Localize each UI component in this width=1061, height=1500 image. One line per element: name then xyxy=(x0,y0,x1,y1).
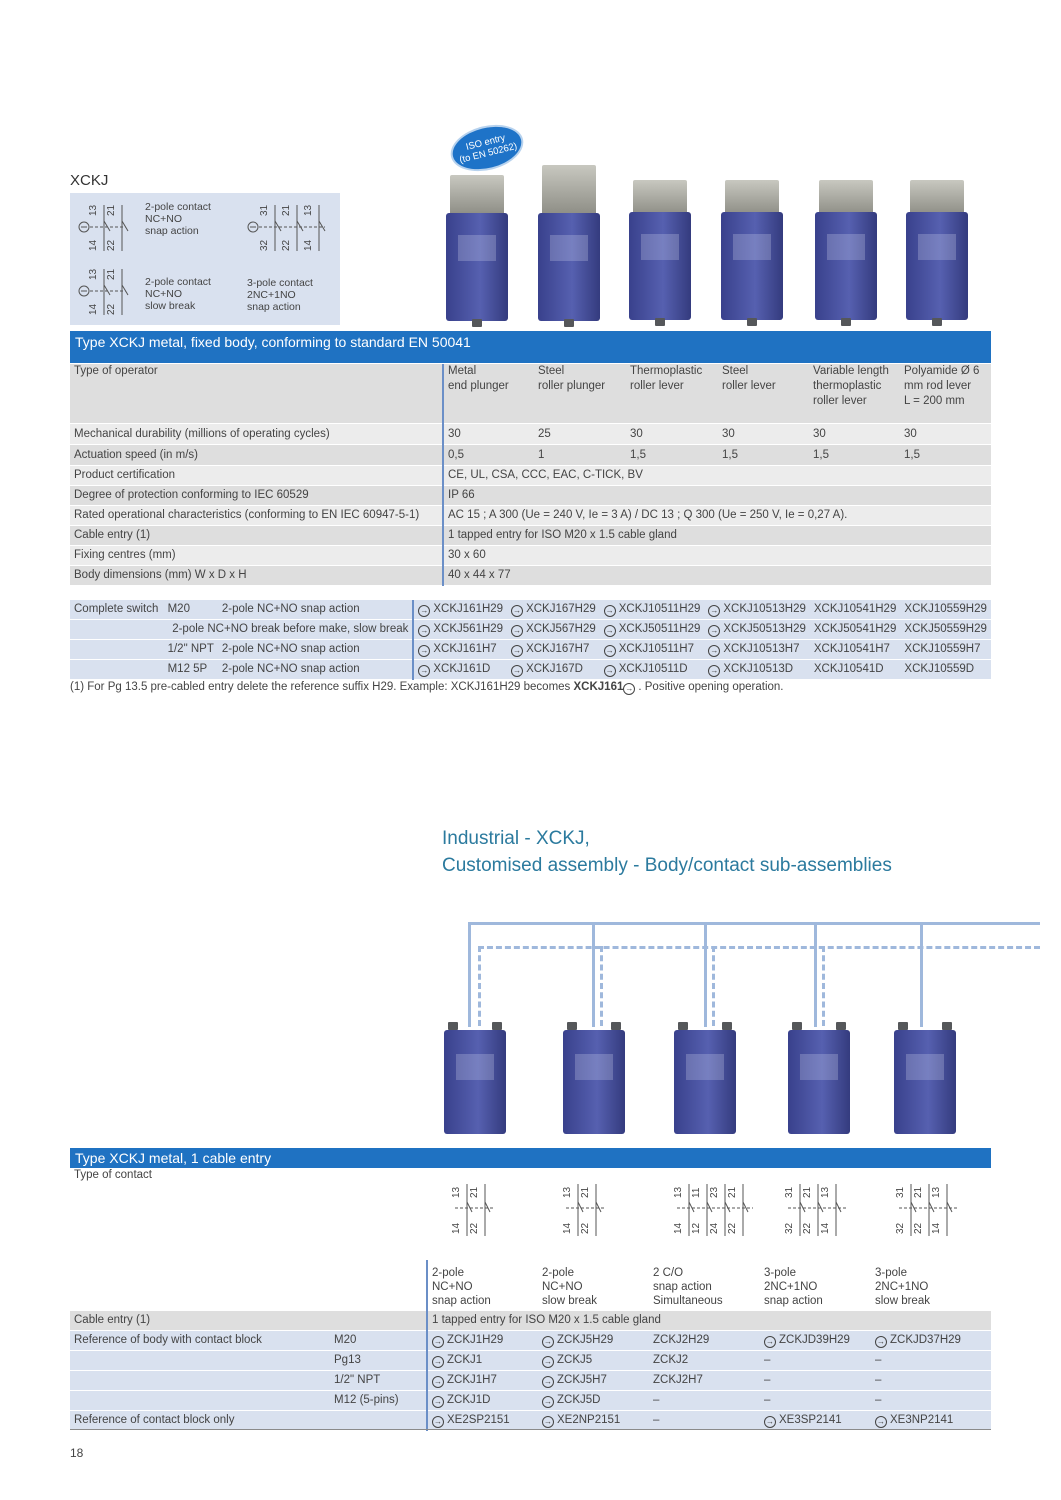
terminal-label: 13 xyxy=(673,1186,684,1198)
speed-4: 1,5 xyxy=(718,444,809,465)
heading-line-2: Customised assembly - Body/contact sub-assemblies xyxy=(442,855,892,876)
contact-symbol xyxy=(441,1180,497,1240)
svg-text:21: 21 xyxy=(106,204,117,216)
fixing-value: 30 x 60 xyxy=(443,545,991,565)
complete-switch-ref xyxy=(704,660,809,680)
positive-opening-icon: → xyxy=(766,1337,774,1346)
reference-code: XCKJ167H29 xyxy=(526,603,596,615)
durability-2: 25 xyxy=(534,423,626,444)
section-heading xyxy=(442,825,892,879)
complete-switch-ref xyxy=(704,600,809,620)
complete-switch-ref xyxy=(507,600,600,620)
positive-opening-icon: → xyxy=(513,626,522,635)
terminal-label: 31 xyxy=(784,1186,795,1198)
complete-switch-ref xyxy=(810,600,901,620)
reference-code: – xyxy=(653,1394,660,1406)
body-ref xyxy=(871,1331,991,1351)
complete-switch-ref xyxy=(900,640,991,660)
entry-type: 1/2" NPT xyxy=(330,1371,427,1391)
body-ref xyxy=(427,1331,538,1351)
complete-switch-label: Complete switch xyxy=(70,600,164,620)
positive-opening-icon: → xyxy=(420,626,429,635)
body-zckj5 xyxy=(563,1022,625,1138)
body-zckj2 xyxy=(674,1022,736,1138)
row-label-rated: Rated operational characteristics (conforming to EN IEC 60947-5-1) xyxy=(70,505,443,525)
complete-switch-ref xyxy=(600,660,705,680)
row-label-ref-block: Reference of contact block only xyxy=(70,1411,427,1431)
durability-5: 30 xyxy=(809,423,900,444)
section1-reference-table xyxy=(70,600,991,680)
complete-switch-ref xyxy=(600,640,705,660)
product-metal-end-plunger xyxy=(446,175,508,327)
contact-description: 2-pole NC+NO snap action xyxy=(218,660,414,680)
reference-code: ZCKJ1D xyxy=(447,1394,491,1406)
terminal-label: 13 xyxy=(931,1186,942,1198)
row-label-ref-body xyxy=(70,1371,330,1391)
iso-entry-badge-text: ISO entry (to EN 50262) xyxy=(458,132,519,166)
row-label-fixing: Fixing centres (mm) xyxy=(70,545,443,565)
terminal-label: 22 xyxy=(727,1222,738,1234)
reference-code: XCKJ10513D xyxy=(723,663,794,675)
body-reference-row xyxy=(70,1371,991,1391)
body-ref xyxy=(427,1391,538,1411)
body-reference-row xyxy=(70,1331,991,1351)
contact-description: 2-pole NC+NO break before make, slow break xyxy=(164,620,414,640)
body-zckjd39 xyxy=(788,1022,850,1138)
entry-type: M20 xyxy=(330,1331,427,1351)
contact-description: 2-pole NC+NO snap action xyxy=(218,640,414,660)
operator-6: Polyamide Ø 6 mm rod lever L = 200 mm xyxy=(900,364,991,423)
contact-block-ref xyxy=(871,1411,991,1431)
series-label: XCKJ xyxy=(70,172,109,189)
contact-symbol-cell xyxy=(871,1168,991,1260)
row-label-ref-body xyxy=(70,1391,330,1411)
complete-switch-ref xyxy=(810,640,901,660)
speed-6: 1,5 xyxy=(900,444,991,465)
terminal-label: 14 xyxy=(673,1222,684,1234)
body-ref xyxy=(871,1371,991,1391)
body-value: 40 x 44 x 77 xyxy=(443,565,991,585)
cable-entry-row xyxy=(70,1311,991,1331)
entry-type: M20 xyxy=(164,600,218,620)
row-label-cert: Product certification xyxy=(70,465,443,485)
svg-text:14: 14 xyxy=(303,239,314,251)
svg-text:13: 13 xyxy=(303,204,314,216)
protection-value: IP 66 xyxy=(443,485,991,505)
reference-code: XCKJ567H29 xyxy=(526,623,596,635)
body-ref xyxy=(538,1351,649,1371)
footnote-po: . Positive opening operation. xyxy=(638,681,784,693)
operator-4: Steel roller lever xyxy=(718,364,809,423)
body-ref xyxy=(427,1351,538,1371)
positive-opening-icon: → xyxy=(605,666,614,675)
complete-switch-row xyxy=(70,640,991,660)
positive-opening-icon: → xyxy=(710,646,719,655)
reference-code: XCKJ10541H7 xyxy=(813,643,890,655)
svg-text:22: 22 xyxy=(106,239,117,251)
complete-switch-ref xyxy=(810,660,901,680)
reference-code: ZCKJ5D xyxy=(557,1394,601,1406)
contact-description: 3-pole 2NC+1NO slow break xyxy=(875,1267,930,1307)
terminal-label: 21 xyxy=(469,1186,480,1198)
reference-code: ZCKJ5H29 xyxy=(557,1334,614,1346)
contact-symbol-cell xyxy=(538,1168,649,1260)
row-label-ref-body: Reference of body with contact block xyxy=(70,1331,330,1351)
speed-2: 1 xyxy=(534,444,626,465)
reference-code: XCKJ10511H7 xyxy=(618,643,694,655)
terminal-label: 13 xyxy=(820,1186,831,1198)
positive-opening-icon: → xyxy=(766,1417,774,1426)
cable-value: 1 tapped entry for ISO M20 x 1.5 cable gland xyxy=(427,1311,991,1331)
complete-switch-ref xyxy=(413,660,507,680)
footnote-example: XCKJ161 xyxy=(573,681,624,693)
terminal-label: 31 xyxy=(895,1186,906,1198)
positive-opening-icon: → xyxy=(877,1417,885,1426)
body-ref xyxy=(871,1351,991,1371)
reference-code: XCKJ10511D xyxy=(618,663,688,675)
section2-table xyxy=(70,1168,991,1431)
contact-block-row xyxy=(70,1411,991,1431)
terminal-label: 22 xyxy=(469,1222,480,1234)
complete-switch-label xyxy=(70,640,164,660)
complete-switch-ref xyxy=(704,640,809,660)
svg-text:14: 14 xyxy=(88,303,99,315)
body-ref xyxy=(649,1331,760,1351)
reference-code: – xyxy=(875,1354,882,1366)
reference-code: ZCKJ1 xyxy=(447,1354,483,1366)
reference-code: ZCKJ2H29 xyxy=(653,1334,710,1346)
product-polyamide-rod-lever xyxy=(906,180,968,327)
complete-switch-ref xyxy=(900,620,991,640)
complete-switch-ref xyxy=(507,640,600,660)
body-ref xyxy=(871,1391,991,1411)
positive-opening-icon: → xyxy=(605,646,614,655)
contact-symbol xyxy=(774,1180,848,1240)
contact-symbol-cell xyxy=(649,1168,760,1260)
terminal-label: 21 xyxy=(727,1186,738,1198)
body-ref xyxy=(538,1391,649,1411)
row-label-protection: Degree of protection conforming to IEC 60529 xyxy=(70,485,443,505)
svg-text:14: 14 xyxy=(88,239,99,251)
body-ref xyxy=(760,1351,871,1371)
reference-code: XE3SP2141 xyxy=(779,1414,842,1426)
row-label-ref-body xyxy=(70,1351,330,1371)
complete-switch-ref xyxy=(900,600,991,620)
contact-block-ref xyxy=(538,1411,649,1431)
complete-switch-ref xyxy=(413,620,507,640)
terminal-label: 14 xyxy=(931,1222,942,1234)
reference-code: XCKJ10513H29 xyxy=(723,603,806,615)
body-zckj1 xyxy=(444,1022,506,1138)
reference-code: XE2NP2151 xyxy=(557,1414,621,1426)
reference-code: XCKJ161D xyxy=(433,663,491,675)
page-number: 18 xyxy=(70,1446,84,1460)
positive-opening-icon: → xyxy=(625,684,634,693)
contact-block-ref xyxy=(427,1411,538,1431)
reference-code: ZCKJD37H29 xyxy=(890,1334,961,1346)
positive-opening-icon: → xyxy=(710,666,719,675)
contact-symbol-3pole-snap xyxy=(245,201,330,256)
cert-value: CE, UL, CSA, CCC, EAC, C-TICK, BV xyxy=(443,465,991,485)
terminal-label: 22 xyxy=(580,1222,591,1234)
terminal-label: 14 xyxy=(451,1222,462,1234)
terminal-label: 13 xyxy=(451,1186,462,1198)
reference-code: XCKJ50513H29 xyxy=(723,623,806,635)
reference-code: XE2SP2151 xyxy=(447,1414,510,1426)
row-label-speed: Actuation speed (in m/s) xyxy=(70,444,443,465)
row-label-body: Body dimensions (mm) W x D x H xyxy=(70,565,443,585)
positive-opening-icon: → xyxy=(420,666,429,675)
contact-block-ref xyxy=(649,1411,760,1431)
section1-title: Type XCKJ metal, fixed body, conforming to standard EN 50041 xyxy=(70,331,991,363)
contact-description: 2 C/O snap action Simultaneous xyxy=(653,1267,723,1307)
terminal-label: 32 xyxy=(784,1222,795,1234)
svg-text:21: 21 xyxy=(106,268,117,280)
reference-code: XCKJ10559H7 xyxy=(904,643,981,655)
operator-3: Thermoplastic roller lever xyxy=(626,364,718,423)
symbol-label-1: 2-pole contact NC+NO snap action xyxy=(145,201,211,237)
reference-code: XCKJ10559H29 xyxy=(904,603,987,615)
reference-code: – xyxy=(764,1394,771,1406)
footer-rule xyxy=(70,1429,991,1430)
complete-switch-row xyxy=(70,600,991,620)
complete-switch-label xyxy=(70,620,164,640)
body-ref xyxy=(538,1371,649,1391)
positive-opening-icon: → xyxy=(513,646,522,655)
positive-opening-icon: → xyxy=(434,1397,442,1406)
row-label-cable: Cable entry (1) xyxy=(70,525,443,545)
product-steel-roller-plunger xyxy=(538,165,600,327)
reference-code: XCKJ167H7 xyxy=(526,643,590,655)
svg-text:22: 22 xyxy=(106,303,117,315)
entry-type: M12 5P xyxy=(164,660,218,680)
contact-symbol-row xyxy=(70,1168,991,1260)
reference-code: – xyxy=(764,1374,771,1386)
reference-code: XCKJ50541H29 xyxy=(813,623,897,635)
positive-opening-icon: → xyxy=(513,606,522,615)
reference-code: XE3NP2141 xyxy=(890,1414,954,1426)
positive-opening-icon: → xyxy=(544,1337,552,1346)
reference-code: XCKJ561H29 xyxy=(433,623,504,635)
terminal-label: 11 xyxy=(691,1187,702,1198)
durability-3: 30 xyxy=(626,423,718,444)
complete-switch-ref xyxy=(413,640,507,660)
body-ref xyxy=(760,1331,871,1351)
reference-code: – xyxy=(653,1414,660,1426)
svg-text:13: 13 xyxy=(88,268,99,280)
complete-switch-ref xyxy=(704,620,809,640)
complete-switch-label xyxy=(70,660,164,680)
durability-1: 30 xyxy=(443,423,534,444)
terminal-label: 21 xyxy=(802,1186,813,1198)
terminal-label: 12 xyxy=(691,1222,702,1234)
entry-type: Pg13 xyxy=(330,1351,427,1371)
complete-switch-row xyxy=(70,620,991,640)
operator-1: Metal end plunger xyxy=(443,364,534,423)
reference-code: XCKJ161H7 xyxy=(433,643,497,655)
reference-code: XCKJ161H29 xyxy=(433,603,504,615)
speed-3: 1,5 xyxy=(626,444,718,465)
terminal-label: 21 xyxy=(580,1186,591,1198)
body-reference-row xyxy=(70,1351,991,1371)
terminal-label: 24 xyxy=(709,1222,720,1234)
terminal-label: 22 xyxy=(802,1222,813,1234)
rated-value: AC 15 ; A 300 (Ue = 240 V, Ie = 3 A) / DC 13 ; Q 300 (Ue = 250 V, Ie = 0,27 A). xyxy=(443,505,991,525)
section2-title: Type XCKJ metal, 1 cable entry xyxy=(70,1148,991,1168)
complete-switch-ref xyxy=(507,620,600,640)
product-variable-length-roller-lever xyxy=(815,140,877,327)
complete-switch-ref xyxy=(413,600,507,620)
body-ref xyxy=(649,1391,760,1411)
positive-opening-icon: → xyxy=(434,1417,442,1426)
reference-code: – xyxy=(875,1394,882,1406)
reference-code: XCKJ50559H29 xyxy=(904,623,987,635)
positive-opening-icon: → xyxy=(513,666,522,675)
contact-symbol-2pole-snap xyxy=(76,201,136,256)
reference-code: XCKJ50511H29 xyxy=(618,623,701,635)
terminal-label: 14 xyxy=(562,1222,573,1234)
positive-opening-icon: → xyxy=(710,606,719,615)
positive-opening-icon: → xyxy=(434,1377,442,1386)
body-ref xyxy=(760,1371,871,1391)
contact-description: 2-pole NC+NO snap action xyxy=(427,1260,538,1311)
contact-description: 3-pole 2NC+1NO snap action xyxy=(764,1267,823,1307)
contact-symbol xyxy=(552,1180,608,1240)
positive-opening-icon: → xyxy=(710,626,719,635)
complete-switch-ref xyxy=(507,660,600,680)
footnote-text: (1) For Pg 13.5 pre-cabled entry delete the reference suffix H29. Example: XCKJ161H29 becomes xyxy=(70,681,574,693)
contact-symbol-cell xyxy=(760,1168,871,1260)
positive-opening-icon: → xyxy=(877,1337,885,1346)
body-ref xyxy=(760,1391,871,1411)
body-reference-row xyxy=(70,1391,991,1411)
reference-code: ZCKJD39H29 xyxy=(779,1334,850,1346)
body-ref xyxy=(649,1351,760,1371)
durability-4: 30 xyxy=(718,423,809,444)
symbol-label-4: 3-pole contact 2NC+1NO snap action xyxy=(247,277,313,313)
reference-code: – xyxy=(764,1354,771,1366)
positive-opening-icon: → xyxy=(544,1357,552,1366)
reference-code: ZCKJ2 xyxy=(653,1354,689,1366)
product-steel-roller-lever xyxy=(721,160,783,327)
svg-text:21: 21 xyxy=(281,204,292,216)
reference-code: XCKJ10541H29 xyxy=(813,603,897,615)
reference-code: ZCKJ5H7 xyxy=(557,1374,607,1386)
operator-2: Steel roller plunger xyxy=(534,364,626,423)
terminal-label: 21 xyxy=(913,1186,924,1198)
contact-symbols-panel xyxy=(70,193,340,325)
section1-spec-table xyxy=(70,364,991,586)
speed-1: 0,5 xyxy=(443,444,534,465)
positive-opening-icon: → xyxy=(544,1377,552,1386)
positive-opening-icon: → xyxy=(420,606,429,615)
body-zckjd37 xyxy=(894,1022,956,1138)
terminal-label: 32 xyxy=(895,1222,906,1234)
reference-code: ZCKJ2H7 xyxy=(653,1374,703,1386)
complete-switch-ref xyxy=(900,660,991,680)
contact-block-ref xyxy=(760,1411,871,1431)
row-label-operator: Type of operator xyxy=(70,364,443,423)
reference-code: ZCKJ1H29 xyxy=(447,1334,504,1346)
contact-symbol-cell xyxy=(427,1168,538,1260)
svg-text:31: 31 xyxy=(259,204,270,216)
positive-opening-icon: → xyxy=(434,1337,442,1346)
durability-6: 30 xyxy=(900,423,991,444)
complete-switch-ref xyxy=(600,620,705,640)
reference-code: – xyxy=(875,1374,882,1386)
body-ref xyxy=(427,1371,538,1391)
terminal-label: 23 xyxy=(709,1186,720,1198)
body-ref xyxy=(538,1331,649,1351)
reference-code: XCKJ10511H29 xyxy=(618,603,701,615)
contact-description: 2-pole NC+NO snap action xyxy=(218,600,414,620)
contact-symbol-2pole-slow xyxy=(76,265,136,320)
entry-type: M12 (5-pins) xyxy=(330,1391,427,1411)
operator-5: Variable length thermoplastic roller lever xyxy=(809,364,900,423)
heading-line-1: Industrial - XCKJ, xyxy=(442,828,590,849)
contact-symbol xyxy=(663,1180,755,1240)
positive-opening-icon: → xyxy=(605,606,614,615)
terminal-label: 22 xyxy=(913,1222,924,1234)
complete-switch-ref xyxy=(810,620,901,640)
reference-code: XCKJ167D xyxy=(526,663,583,675)
symbol-label-3: 2-pole contact NC+NO slow break xyxy=(145,276,211,312)
reference-code: XCKJ10513H7 xyxy=(723,643,800,655)
speed-5: 1,5 xyxy=(809,444,900,465)
body-ref xyxy=(649,1371,760,1391)
entry-type: 1/2" NPT xyxy=(164,640,218,660)
svg-text:32: 32 xyxy=(259,239,270,251)
terminal-label: 13 xyxy=(562,1186,573,1198)
row-label-cable: Cable entry (1) xyxy=(70,1311,427,1331)
row-label-durability: Mechanical durability (millions of operating cycles) xyxy=(70,423,443,444)
product-thermoplastic-roller-lever xyxy=(629,160,691,327)
row-label-contact: Type of contact xyxy=(74,1169,152,1181)
terminal-label: 14 xyxy=(820,1222,831,1234)
contact-symbol xyxy=(885,1180,959,1240)
cable-value: 1 tapped entry for ISO M20 x 1.5 cable gland xyxy=(443,525,991,545)
positive-opening-icon: → xyxy=(420,646,429,655)
svg-text:22: 22 xyxy=(281,239,292,251)
reference-code: ZCKJ1H7 xyxy=(447,1374,497,1386)
complete-switch-row xyxy=(70,660,991,680)
svg-text:13: 13 xyxy=(88,204,99,216)
contact-description: 2-pole NC+NO slow break xyxy=(542,1267,597,1307)
reference-code: ZCKJ5 xyxy=(557,1354,593,1366)
positive-opening-icon: → xyxy=(605,626,614,635)
positive-opening-icon: → xyxy=(544,1417,552,1426)
reference-code: XCKJ10541D xyxy=(813,663,884,675)
footnote xyxy=(70,681,784,695)
reference-code: XCKJ10559D xyxy=(904,663,975,675)
positive-opening-icon: → xyxy=(434,1357,442,1366)
complete-switch-ref xyxy=(600,600,705,620)
positive-opening-icon: → xyxy=(544,1397,552,1406)
